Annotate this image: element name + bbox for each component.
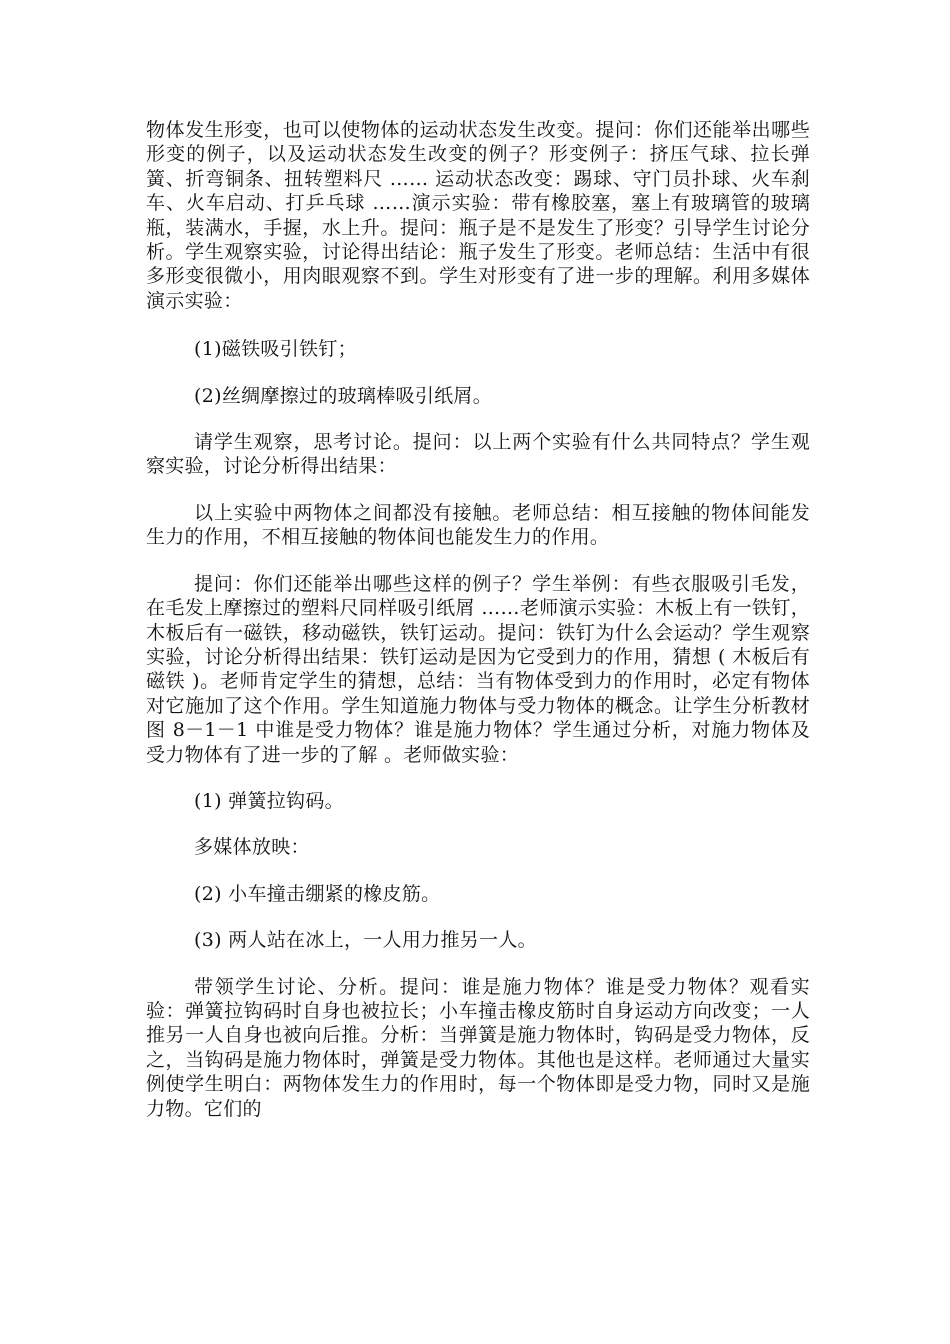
paragraph-examples-and-demo: 提问：你们还能举出哪些这样的例子？学生举例：有些衣服吸引毛发，在毛发上摩擦过的塑料尺同样吸引纸屑 ……老师演示实验：木板上有一铁钉，木板后有一磁铁，移动磁铁，铁钉运动。提问：铁钉为什么会运动？学生观察实验，讨论分析得出结果：铁钉运动是因为它受到力的作用，猜想 ( 木板后有磁铁 )。老师肯定学生的猜想，总结：当有物体受到力的作用时，必定有物体对它施加了这个作用。学生知道施力物体与受力物体的概念。让学生分析教材图 8－1－1 中谁是受力物体？谁是施力物体？学生通过分析，对施力物体及受力物体有了进一步的了解 。老师做实验： [146,572,810,766]
paragraph-interaction-analysis: 带领学生讨论、分析。提问：谁是施力物体？谁是受力物体？观看实验：弹簧拉钩码时自身也被拉长；小车撞击橡皮筋时自身运动方向改变；一人推另一人自身也被向后推。分析：当弹簧是施力物体时，钩码是受力物体，反之，当钩码是施力物体时，弹簧是受力物体。其他也是这样。老师通过大量实例使学生明白：两物体发生力的作用时，每一个物体即是受力物，同时又是施力物。它们的 [146,975,810,1120]
list-item-ice-push: (3) 两人站在冰上，一人用力推另一人。 [194,929,537,952]
paragraph-observe-question: 请学生观察，思考讨论。提问：以上两个实验有什么共同特点？学生观察实验，讨论分析得出结果： [146,431,810,478]
paragraph-deformation-discussion: 物体发生形变，也可以使物体的运动状态发生改变。提问：你们还能举出哪些形变的例子，以及运动状态发生改变的例子？形变例子：挤压气球、拉长弹簧、折弯铜条、扭转塑料尺 …… 运动状态改变：踢球、守门员扑球、火车刹车、火车启动、打乒乓球 ……演示实验：带有橡胶塞，塞上有玻璃管的玻璃瓶，装满水，手握，水上升。提问：瓶子是不是发生了形变？引导学生讨论分析。学生观察实验，讨论得出结论：瓶子发生了形变。老师总结：生活中有很多形变很微小，用肉眼观察不到。学生对形变有了进一步的理解。利用多媒体演示实验： [146,119,810,312]
list-item-magnet-nail: (1)磁铁吸引铁钉； [194,338,357,361]
list-item-spring-weight: (1) 弹簧拉钩码。 [194,789,344,812]
list-item-glass-rod-paper: (2)丝绸摩擦过的玻璃棒吸引纸屑。 [194,384,493,407]
document-body [146,118,810,1143]
list-item-cart-rubber-band: (2) 小车撞击绷紧的橡皮筋。 [194,882,441,905]
paragraph-multimedia-label: 多媒体放映： [194,836,310,859]
paragraph-no-contact-conclusion: 以上实验中两物体之间都没有接触。老师总结：相互接触的物体间能发生力的作用，不相互接触的物体间也能发生力的作用。 [146,501,810,549]
